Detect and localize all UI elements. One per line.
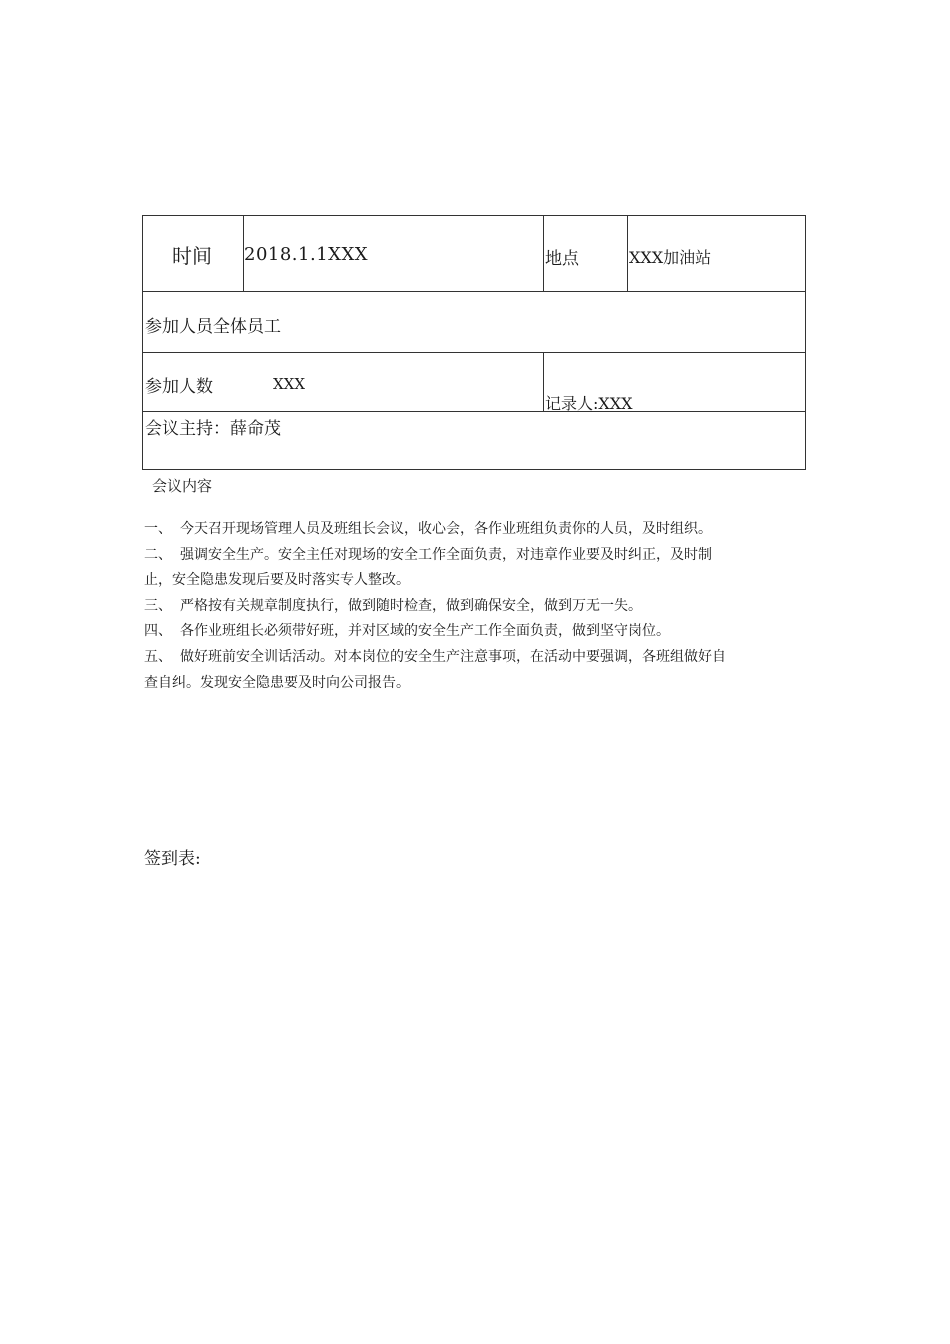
date-value: 2018.1.1XXX	[244, 244, 369, 265]
item-text: 强调安全生产。安全主任对现场的安全工作全面负责，对违章作业要及时纠正，及时制	[180, 546, 712, 563]
host-text: 会议主持：薛命茂	[145, 419, 281, 439]
item-text: 止，安全隐患发现后要及时落实专人整改。	[144, 572, 410, 589]
item-text: 各作业班组长必须带好班，并对区域的安全生产工作全面负责，做到坚守岗位。	[180, 623, 670, 640]
signin-sheet-label: 签到表:	[144, 849, 201, 869]
list-item	[144, 517, 808, 543]
item-number: 二、	[144, 546, 172, 563]
item-text: 做好班前安全训话活动。对本岗位的安全生产注意事项，在活动中要强调，各班组做好自	[180, 648, 726, 665]
time-label: 时间	[172, 244, 212, 268]
attendees-text: 参加人员全体员工	[145, 317, 281, 337]
attendee-count-label: 参加人数	[145, 377, 213, 397]
list-item-continuation	[144, 568, 808, 594]
list-item	[144, 619, 808, 645]
list-item	[144, 594, 808, 620]
meeting-content-heading: 会议内容	[152, 477, 213, 495]
item-number: 五、	[144, 648, 172, 665]
place-value: XXX加油站	[629, 248, 712, 267]
item-number: 三、	[144, 597, 172, 614]
attendee-count-value: XXX	[273, 375, 306, 393]
place-label: 地点	[545, 249, 579, 269]
meeting-info-table	[142, 215, 806, 470]
list-item	[144, 645, 808, 671]
list-item-continuation	[144, 671, 808, 697]
item-text: 查自纠。发现安全隐患要及时向公司报告。	[144, 674, 410, 691]
recorder-text: 记录人:XXX	[545, 394, 633, 413]
item-number: 一、	[144, 521, 172, 537]
item-text: 今天召开现场管理人员及班组长会议，收心会，各作业班组负责你的人员，及时组织。	[180, 521, 712, 537]
meeting-content-list	[144, 517, 808, 696]
item-text: 严格按有关规章制度执行，做到随时检查，做到确保安全，做到万无一失。	[180, 597, 642, 614]
item-number: 四、	[144, 623, 172, 640]
list-item	[144, 543, 808, 569]
